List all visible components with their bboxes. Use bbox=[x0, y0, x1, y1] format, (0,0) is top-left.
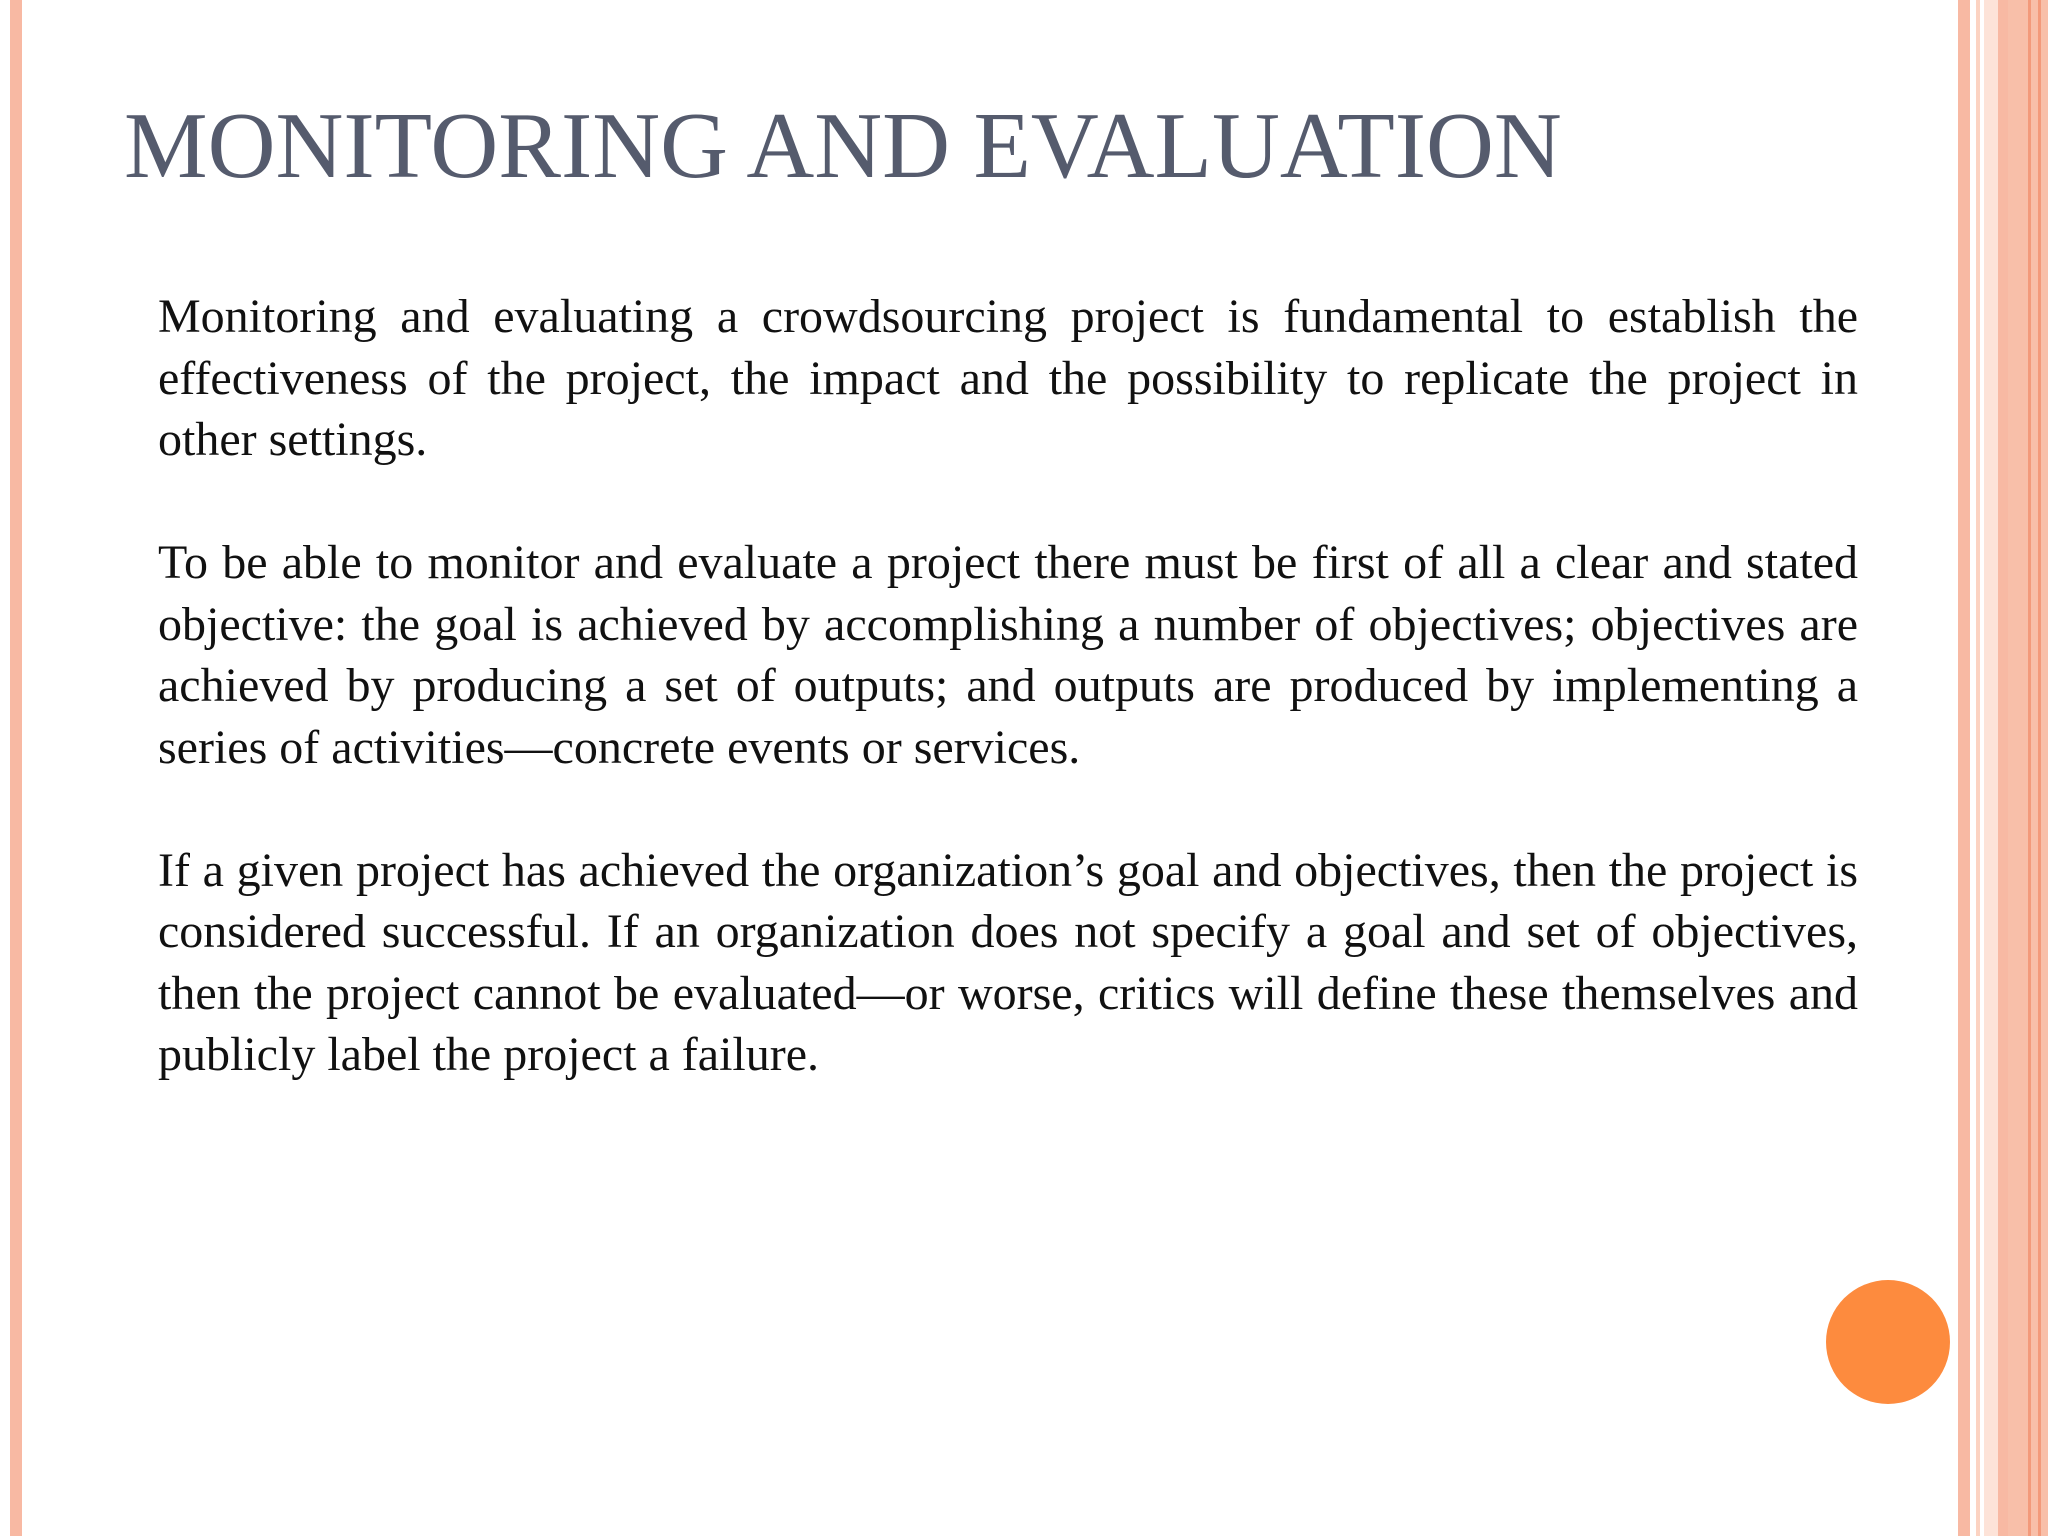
right-border-stripe bbox=[1998, 0, 2008, 1536]
right-border-stripe bbox=[1984, 0, 1998, 1536]
paragraph-objectives: To be able to monitor and evaluate a project there must be first of all a clear and stated objective: the goal is achieved by accomplishing a number of objectives; objectives are achieved by producing a set of outputs; and outputs are produced by implementing a series of activities—concrete events or services. bbox=[158, 536, 1858, 774]
right-border-stripe bbox=[1958, 0, 1970, 1536]
right-border-line bbox=[2028, 0, 2031, 1536]
right-border-line bbox=[2038, 0, 2041, 1536]
slide-title: MONITORING AND EVALUATION bbox=[124, 94, 1562, 198]
left-border-stripe bbox=[10, 0, 22, 1536]
accent-circle bbox=[1826, 1280, 1950, 1404]
paragraph-intro: Monitoring and evaluating a crowdsourcing project is fundamental to establish the effectiveness of the project, the impact and the possibility to replicate the project in other settings. bbox=[158, 290, 1858, 466]
right-border-stripe bbox=[1976, 0, 1980, 1536]
slide-body bbox=[158, 286, 1858, 1086]
paragraph-success: If a given project has achieved the organization’s goal and objectives, then the project is considered successful. If an organization does not specify a goal and set of objectives, then the project cannot be evaluated—or worse, critics will define these themselves and publicly label the project a failure. bbox=[158, 843, 1858, 1081]
